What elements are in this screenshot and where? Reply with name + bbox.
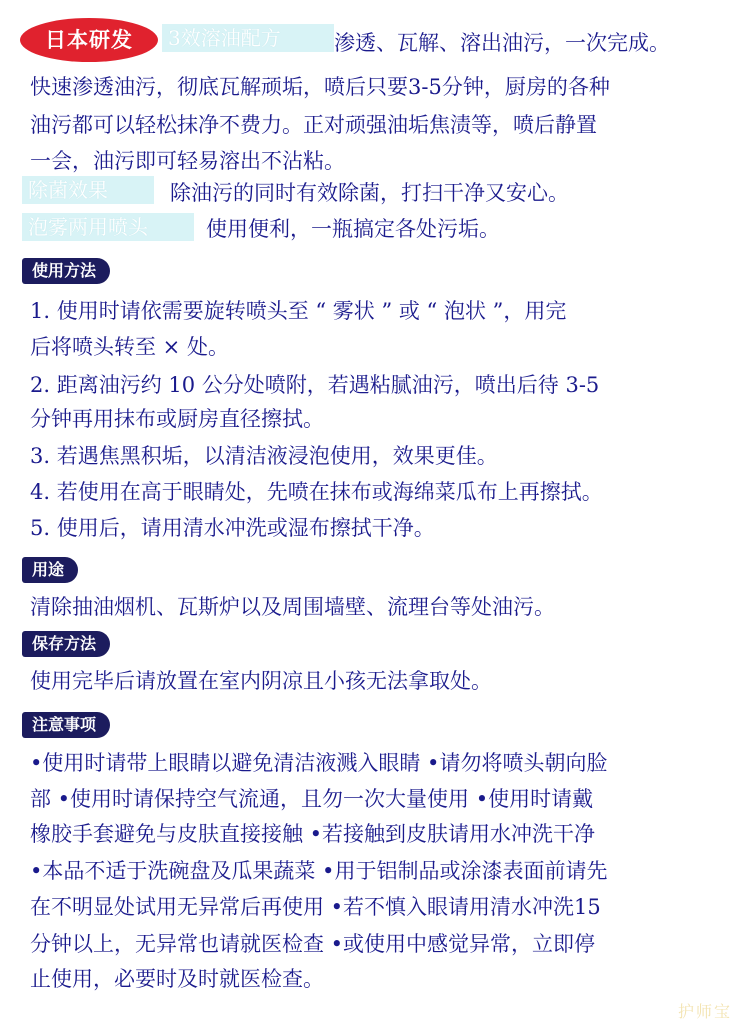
usage-line: 5. 使用后，请用清水冲洗或湿布擦拭干净。 [30,516,435,540]
caution-line: •使用时请带上眼睛以避免清洁液溅入眼睛 •请勿将喷头朝向脸 [30,751,608,775]
caution-line: 橡胶手套避免与皮肤直接接触 •若接触到皮肤请用水冲洗干净 [30,822,596,846]
section-heading-usage: 使用方法 [22,258,110,284]
caution-line: •本品不适于洗碗盘及瓜果蔬菜 •用于铝制品或涂漆表面前请先 [30,859,608,883]
caution-line: 部 •使用时请保持空气流通，且勿一次大量使用 •使用时请戴 [30,787,594,811]
feature-label-nozzle: 泡雾两用喷头 [22,213,194,241]
storage-line: 使用完毕后请放置在室内阴凉且小孩无法拿取处。 [30,669,492,693]
usage-line: 4. 若使用在高于眼睛处，先喷在抹布或海绵菜瓜布上再擦拭。 [30,480,603,504]
watermark: 护师宝 [677,1002,732,1021]
feature-label-antibacterial: 除菌效果 [22,176,154,204]
intro-line: 快速渗透油污，彻底瓦解顽垢，喷后只要3-5分钟，厨房的各种 [30,75,610,99]
section-heading-purpose: 用途 [22,557,78,583]
caution-line: 在不明显处试用无异常后再使用 •若不慎入眼请用清水冲洗15 [30,895,601,919]
usage-line: 1. 使用时请依需要旋转喷头至 “ 雾状 ” 或 “ 泡状 ”，用完 [30,299,567,323]
caution-line: 分钟以上，无异常也请就医检查 •或使用中感觉异常，立即停 [30,932,596,956]
usage-line: 后将喷头转至 × 处。 [30,335,229,359]
usage-line: 3. 若遇焦黑积垢，以清洁液浸泡使用，效果更佳。 [30,444,498,468]
brand-badge: 日本研发 [20,18,158,62]
usage-line: 分钟再用抹布或厨房直径擦拭。 [30,407,324,431]
intro-line: 一会，油污即可轻易溶出不沾粘。 [30,149,345,173]
feature-label-formula: 3效溶油配方 [162,24,334,52]
feature-text-antibacterial: 除油污的同时有效除菌，打扫干净又安心。 [170,181,569,205]
usage-line: 2. 距离油污约 10 公分处喷附，若遇粘腻油污，喷出后待 3-5 [30,373,600,397]
intro-line: 油污都可以轻松抹净不费力。正对顽强油垢焦渍等，喷后静置 [30,113,597,137]
feature-text-nozzle: 使用便利，一瓶搞定各处污垢。 [206,217,500,241]
caution-line: 止使用，必要时及时就医检查。 [30,967,324,991]
feature-text-formula: 渗透、瓦解、溶出油污，一次完成。 [334,31,670,55]
purpose-line: 清除抽油烟机、瓦斯炉以及周围墙壁、流理台等处油污。 [30,595,555,619]
section-heading-caution: 注意事项 [22,712,110,738]
section-heading-storage: 保存方法 [22,631,110,657]
